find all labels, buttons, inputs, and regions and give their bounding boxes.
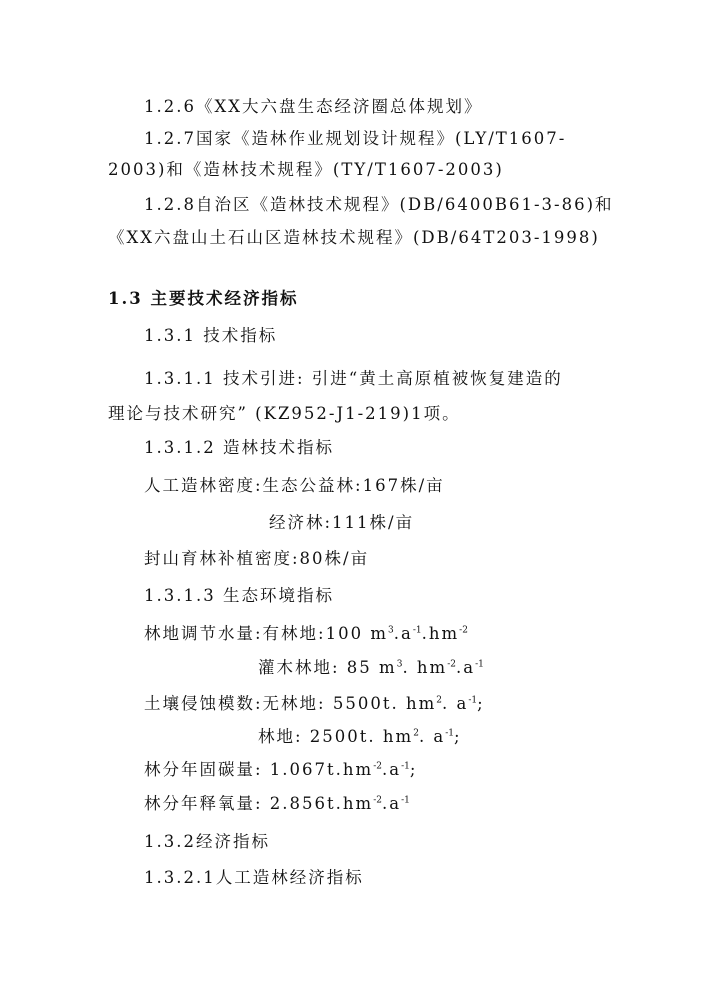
reference-1-2-7: 1.2.7国家《造林作业规划设计规程》(LY/T1607- (144, 129, 567, 148)
subheading-1-3-2-1: 1.3.2.1人工造林经济指标 (144, 868, 364, 887)
superscript: -1 (412, 625, 422, 636)
erosion-modulus-text: 土壤侵蚀模数:无林地: 5500t. hm (144, 694, 437, 713)
erosion-modulus-line (144, 693, 485, 715)
carbon-fixation-unit: .a (381, 760, 402, 779)
superscript: 2 (413, 728, 419, 739)
superscript: 3 (396, 659, 403, 670)
water-regulation-unit: .a (393, 624, 413, 643)
erosion-modulus-unit: . a (441, 694, 469, 713)
forest-erosion-unit: . a (418, 727, 446, 746)
superscript: -2 (373, 795, 382, 806)
forest-erosion-line (258, 726, 462, 748)
superscript: -1 (468, 695, 478, 706)
planting-density-line: 人工造林密度:生态公益林:167株/亩 (144, 476, 445, 495)
water-regulation-unit: .hm (421, 624, 460, 643)
carbon-fixation-line (144, 759, 417, 781)
reference-1-2-7-cont: 2003)和《造林技术规程》(TY/T1607-2003) (108, 160, 504, 179)
section-heading-1-3: 1.3 主要技术经济指标 (108, 289, 299, 308)
shrub-water-line (258, 657, 484, 679)
superscript: -2 (373, 761, 382, 772)
erosion-modulus-unit: ; (477, 694, 485, 713)
superscript: 3 (388, 625, 394, 636)
subheading-1-3-1-2: 1.3.1.2 造林技术指标 (144, 438, 334, 457)
water-regulation-line (144, 623, 468, 645)
superscript: -1 (475, 659, 484, 670)
reference-1-2-8-cont: 《XX六盘山土石山区造林技术规程》(DB/64T203-1998) (108, 228, 600, 247)
superscript: -1 (401, 761, 410, 772)
forest-erosion-unit: ; (454, 727, 462, 746)
water-regulation-text: 林地调节水量:有林地:100 m (144, 624, 389, 643)
shrub-water-text: 灌木林地: 85 m (258, 658, 397, 677)
shrub-water-unit: .a (455, 658, 476, 677)
economic-forest-density-line: 经济林:111株/亩 (269, 513, 415, 532)
superscript: -1 (445, 728, 455, 739)
oxygen-release-line (144, 793, 410, 815)
carbon-fixation-text: 林分年固碳量: 1.067t.hm (144, 760, 374, 779)
reference-1-2-8: 1.2.8自治区《造林技术规程》(DB/6400B61-3-86)和 (144, 195, 614, 214)
superscript: -1 (401, 795, 410, 806)
subheading-1-3-1-3: 1.3.1.3 生态环境指标 (144, 586, 334, 605)
carbon-fixation-unit: ; (409, 760, 418, 779)
shrub-water-unit: . hm (402, 658, 448, 677)
forest-erosion-text: 林地: 2500t. hm (258, 727, 414, 746)
superscript: -2 (459, 625, 468, 636)
superscript: -2 (447, 659, 456, 670)
subheading-1-3-2: 1.3.2经济指标 (144, 832, 270, 851)
subheading-1-3-1: 1.3.1 技术指标 (144, 326, 278, 345)
paragraph-1-3-1-1-cont: 理论与技术研究” (KZ952-J1-219)1项。 (108, 404, 461, 423)
reference-1-2-6: 1.2.6《XX大六盘生态经济圈总体规划》 (144, 97, 483, 116)
superscript: 2 (436, 695, 442, 706)
paragraph-1-3-1-1: 1.3.1.1 技术引进: 引进“黄土高原植被恢复建造的 (144, 369, 563, 388)
mountain-closure-density-line: 封山育林补植密度:80株/亩 (144, 549, 370, 568)
oxygen-release-unit: .a (381, 794, 402, 813)
oxygen-release-text: 林分年释氧量: 2.856t.hm (144, 794, 374, 813)
